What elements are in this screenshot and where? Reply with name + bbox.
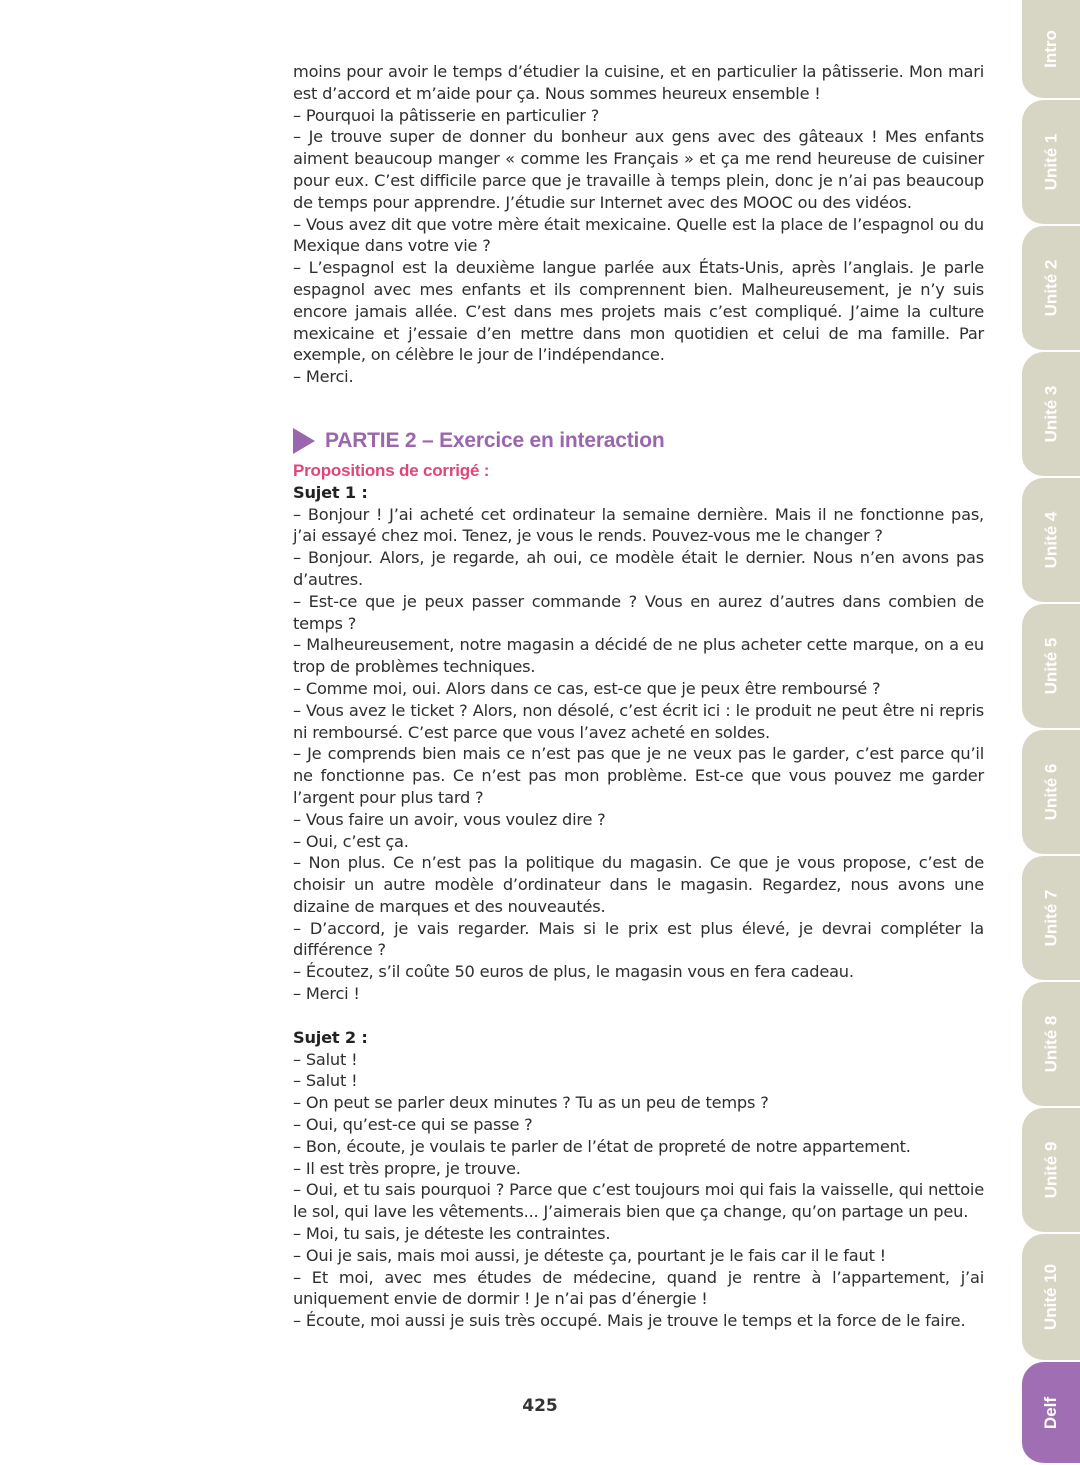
- tab-unit-3[interactable]: [1022, 352, 1080, 478]
- section-title: PARTIE 2 – Exercice en interaction: [325, 429, 665, 453]
- corrige-subtitle: Propositions de corrigé :: [293, 460, 490, 480]
- dialogue-line: moins pour avoir le temps d’étudier la cuisine, et en particulier la pâtisserie. Mon mari est d’accord et m’aide pour ça. Nous sommes heureux ensemble !: [293, 62, 984, 103]
- tab-label: Intro: [1041, 30, 1060, 68]
- tab-unit-1[interactable]: [1022, 100, 1080, 226]
- dialogue-line: – Salut !: [293, 1049, 358, 1069]
- dialogue-line: – Non plus. Ce n’est pas la politique du magasin. Ce que je vous propose, c’est de choisir un autre modèle d’ordinateur dans le magasin. Regardez, nous avons une dizaine de marques et des nouveautés.: [293, 853, 984, 916]
- triangle-bullet-icon: [293, 428, 315, 454]
- sujet-1-label: Sujet 1 :: [293, 482, 368, 502]
- dialogue-line: – Comme moi, oui. Alors dans ce cas, est-ce que je peux être remboursé ?: [293, 678, 881, 698]
- dialogue-line: – Écoute, moi aussi je suis très occupé. Mais je trouve le temps et la force de le faire.: [293, 1311, 966, 1331]
- dialogue-line: – Est-ce que je peux passer commande ? Vous en aurez d’autres dans combien de temps ?: [293, 591, 984, 633]
- dialogue-line: – Bonjour. Alors, je regarde, ah oui, ce modèle était le dernier. Nous n’en avons pas d’autres.: [293, 548, 984, 589]
- tab-intro[interactable]: [1022, 0, 1080, 100]
- dialogue-line: – Écoutez, s’il coûte 50 euros de plus, le magasin vous en fera cadeau.: [293, 962, 854, 982]
- dialogue-line: – On peut se parler deux minutes ? Tu as un peu de temps ?: [293, 1093, 769, 1113]
- dialogue-line: – Oui, c’est ça.: [293, 831, 409, 851]
- sujet-2-dialogue: [293, 1049, 984, 1332]
- tab-unit-9[interactable]: [1022, 1108, 1080, 1234]
- dialogue-line: – Oui, et tu sais pourquoi ? Parce que c’est toujours moi qui fais la vaisselle, qui nettoie le sol, qui lave les vêtements... J’aimerais bien que ça change, qu’on partage un peu.: [293, 1180, 984, 1222]
- tab-unit-5[interactable]: [1022, 604, 1080, 730]
- dialogue-line: – Vous faire un avoir, vous voulez dire ?: [293, 809, 606, 829]
- tab-label: Unité 8: [1041, 1015, 1060, 1073]
- dialogue-line: – Je trouve super de donner du bonheur aux gens avec des gâteaux ! Mes enfants aiment beaucoup manger « comme les Français » et ça me rend heureuse de cuisiner pour eux. C’est difficile parce que je travaille à temps plein, donc je n’ai pas beaucoup de temps pour apprendre. J’étudie sur Internet avec des MOOC ou des vidéos.: [293, 127, 984, 212]
- dialogue-line: – Il est très propre, je trouve.: [293, 1158, 521, 1178]
- unit-tabs: [1022, 0, 1080, 1465]
- page-number-text: 425: [522, 1396, 558, 1416]
- tab-label: Unité 3: [1041, 385, 1060, 443]
- tab-label: Unité 6: [1041, 763, 1060, 821]
- tab-label: Unité 5: [1041, 637, 1060, 695]
- sujet-1-dialogue: [293, 504, 984, 1005]
- main-text-column: [293, 61, 984, 1332]
- tab-unit-7[interactable]: [1022, 856, 1080, 982]
- tab-delf[interactable]: [1022, 1362, 1080, 1465]
- tab-label: Unité 4: [1041, 511, 1060, 569]
- tab-unit-6[interactable]: [1022, 730, 1080, 856]
- dialogue-line: – Je comprends bien mais ce n’est pas que je ne veux pas le garder, c’est parce qu’il ne fonctionne pas. Ce n’est pas mon problème. Est-ce que vous pouvez me garder l’argent pour plus tard ?: [293, 744, 984, 807]
- dialogue-line: – Bonjour ! J’ai acheté cet ordinateur la semaine dernière. Mais il ne fonctionne pas, j’ai essayé chez moi. Tenez, je vous le rends. Pouvez-vous me le changer ?: [293, 504, 984, 546]
- tab-label: Unité 1: [1041, 133, 1060, 191]
- dialogue-line: – Salut !: [293, 1071, 358, 1091]
- tab-unit-2[interactable]: [1022, 226, 1080, 352]
- tab-label: Unité 2: [1041, 259, 1060, 317]
- tab-label: Unité 7: [1041, 889, 1060, 947]
- dialogue-line: – Et moi, avec mes études de médecine, quand je rentre à l’appartement, j’ai uniquement envie de dormir ! Je n’ai pas d’énergie !: [293, 1267, 984, 1309]
- sujet-2-label: Sujet 2 :: [293, 1027, 368, 1047]
- tab-label: Unité 9: [1041, 1141, 1060, 1199]
- dialogue-line: – Merci !: [293, 984, 360, 1004]
- dialogue-line: – Vous avez le ticket ? Alors, non désolé, c’est écrit ici : le produit ne peut être ni repris ni remboursé. C’est parce que vous l’avez acheté en soldes.: [293, 700, 984, 742]
- tab-label: Unité 10: [1041, 1263, 1061, 1331]
- tab-unit-10[interactable]: [1022, 1234, 1080, 1362]
- dialogue-line: – Moi, tu sais, je déteste les contraintes.: [293, 1224, 611, 1244]
- tab-unit-8[interactable]: [1022, 982, 1080, 1108]
- dialogue-line: – Oui, qu’est-ce qui se passe ?: [293, 1115, 533, 1135]
- dialogue-line: – Malheureusement, notre magasin a décidé de ne plus acheter cette marque, on a eu trop de problèmes techniques.: [293, 635, 984, 677]
- dialogue-line: – Oui je sais, mais moi aussi, je déteste ça, pourtant je le fais car il le faut !: [293, 1245, 886, 1265]
- tab-label: Delf: [1041, 1396, 1060, 1429]
- section-heading: [293, 428, 984, 454]
- dialogue-line: – Pourquoi la pâtisserie en particulier ?: [293, 105, 600, 125]
- dialogue-line: – L’espagnol est la deuxième langue parlée aux États-Unis, après l’anglais. Je parle espagnol avec mes enfants et ils comprennent bien. Malheureusement, je n’y suis encore jamais allée. C’est dans mes projets mais c’est compliqué. J’aime la culture mexicaine et j’essaie d’en mettre dans mon quotidien et celui de ma famille. Par exemple, on célèbre le jour de l’indépendance.: [293, 258, 984, 365]
- page-number: [0, 1396, 1080, 1416]
- dialogue-line: – Merci.: [293, 367, 354, 387]
- tab-unit-4[interactable]: [1022, 478, 1080, 604]
- dialogue-line: – Vous avez dit que votre mère était mexicaine. Quelle est la place de l’espagnol ou du Mexique dans votre vie ?: [293, 214, 984, 256]
- interview-continuation: [293, 61, 984, 388]
- dialogue-line: – D’accord, je vais regarder. Mais si le prix est plus élevé, je devrai compléter la différence ?: [293, 918, 984, 960]
- dialogue-line: – Bon, écoute, je voulais te parler de l’état de propreté de notre appartement.: [293, 1136, 911, 1156]
